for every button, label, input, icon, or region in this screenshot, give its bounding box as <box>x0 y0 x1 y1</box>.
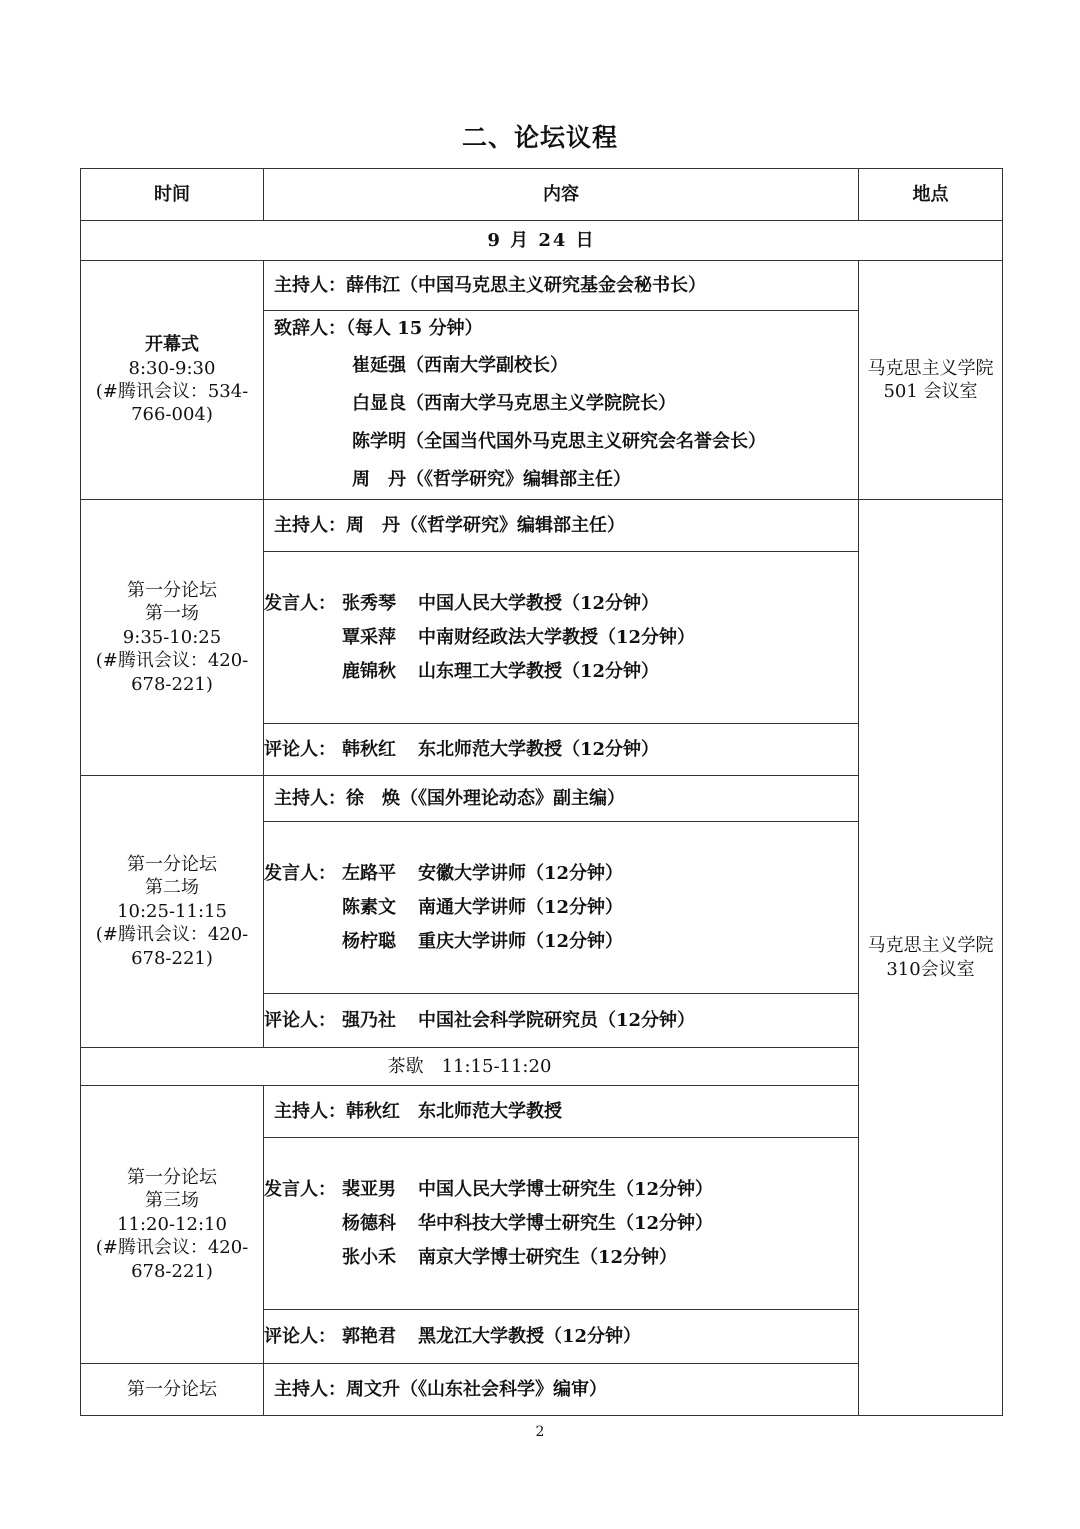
opening-host-row <box>81 261 1003 311</box>
session3-sub: 第三场 <box>145 1190 199 1212</box>
session1-time-range: 9:35-10:25 <box>122 626 222 648</box>
speaker-desc: 中南财经政法大学教授（12分钟） <box>418 626 696 648</box>
speaker-desc: 南京大学博士研究生（12分钟） <box>418 1246 678 1268</box>
opening-meeting-id-a: (#腾讯会议：534- <box>95 381 249 402</box>
session2-meeting-id-b: 678-221) <box>131 947 213 969</box>
session2-commentator <box>264 994 859 1048</box>
date-cell: 9 月 24 日 <box>81 221 1003 261</box>
speaker-name: 杨德科 <box>342 1212 396 1234</box>
opening-speeches <box>264 311 859 500</box>
speaker-label: 发言人： <box>264 592 336 614</box>
session4-name: 第一分论坛 <box>127 1378 217 1400</box>
venue2-b: 310会议室 <box>886 958 975 980</box>
session3-name: 第一分论坛 <box>127 1167 217 1189</box>
session1-host-row <box>81 500 1003 552</box>
session2-sub: 第二场 <box>145 877 199 899</box>
session3-speakers <box>264 1138 859 1310</box>
opening-time-cell <box>81 261 264 500</box>
commentator-label: 评论人： <box>264 738 336 760</box>
speaker-row <box>264 1241 858 1275</box>
session1-host: 主持人：周 丹（《哲学研究》编辑部主任） <box>264 500 859 552</box>
speaker-label: 发言人： <box>264 862 336 884</box>
speaker-desc: 华中科技大学博士研究生（12分钟） <box>418 1212 714 1234</box>
agenda-table <box>80 168 1003 1416</box>
speaker-row <box>264 587 858 621</box>
session1-commentator <box>264 724 859 776</box>
session4-time-cell <box>81 1364 264 1416</box>
session1-meeting-id-b: 678-221) <box>131 673 213 695</box>
speaker-row <box>264 1173 858 1207</box>
speech-item: 白显良（西南大学马克思主义学院院长） <box>352 393 676 414</box>
commentator-label: 评论人： <box>264 1325 336 1347</box>
speech-item: 陈学明（全国当代国外马克思主义研究会名誉会长） <box>352 431 766 452</box>
speaker-desc: 山东理工大学教授（12分钟） <box>418 660 660 682</box>
speaker-name: 左路平 <box>342 862 396 884</box>
speech-item: 周 丹（《哲学研究》编辑部主任） <box>352 469 631 490</box>
speaker-name: 覃采萍 <box>342 626 396 648</box>
venue2-a: 马克思主义学院 <box>867 935 994 957</box>
session1-speakers <box>264 552 859 724</box>
commentator-desc: 中国社会科学院研究员（12分钟） <box>418 1009 696 1031</box>
commentator-row <box>264 733 858 767</box>
session1-meeting-id-a: (#腾讯会议：420- <box>95 650 249 672</box>
speaker-name: 张小禾 <box>342 1246 396 1268</box>
speaker-row <box>264 621 858 655</box>
session2-time-range: 10:25-11:15 <box>117 900 227 922</box>
speaker-name: 鹿锦秋 <box>342 660 396 682</box>
speaker-name: 杨柠聪 <box>342 930 396 952</box>
session2-host: 主持人：徐 焕（《国外理论动态》副主编） <box>264 776 859 822</box>
commentator-row <box>264 1320 858 1354</box>
speaker-name: 陈素文 <box>342 896 396 918</box>
commentator-name: 郭艳君 <box>342 1325 396 1347</box>
speaker-row <box>264 655 858 689</box>
commentator-name: 强乃社 <box>342 1009 396 1031</box>
session2-time-cell <box>81 776 264 1048</box>
session1-name: 第一分论坛 <box>127 580 217 602</box>
session1-sub: 第一场 <box>145 603 199 625</box>
speaker-desc: 中国人民大学博士研究生（12分钟） <box>418 1178 714 1200</box>
opening-host: 主持人：薛伟江（中国马克思主义研究基金会秘书长） <box>264 261 859 311</box>
commentator-desc: 东北师范大学教授（12分钟） <box>418 738 660 760</box>
header-row <box>81 169 1003 221</box>
speaker-row <box>264 925 858 959</box>
date-row <box>81 221 1003 261</box>
opening-venue-cell <box>859 261 1003 500</box>
venue2-cell <box>859 500 1003 1416</box>
speaker-label: 发言人： <box>264 1178 336 1200</box>
page-title: 二、论坛议程 <box>461 123 618 152</box>
opening-venue-b: 501 会议室 <box>883 381 978 402</box>
session2-speakers <box>264 822 859 994</box>
session3-meeting-id-b: 678-221) <box>131 1260 213 1282</box>
speaker-desc: 重庆大学讲师（12分钟） <box>418 930 624 952</box>
tea-break: 茶歇 11:15-11:20 <box>81 1048 859 1086</box>
commentator-label: 评论人： <box>264 1009 336 1031</box>
opening-title: 开幕式 <box>145 334 199 356</box>
speaker-desc: 中国人民大学教授（12分钟） <box>418 592 660 614</box>
page-number: 2 <box>535 1424 545 1440</box>
session1-time-cell <box>81 500 264 776</box>
header-venue: 地点 <box>859 169 1003 221</box>
commentator-row <box>264 1004 858 1038</box>
commentator-desc: 黑龙江大学教授（12分钟） <box>418 1325 642 1347</box>
opening-time-range: 8:30-9:30 <box>128 357 216 379</box>
session3-time-cell <box>81 1086 264 1364</box>
speech-item: 崔延强（西南大学副校长） <box>352 355 568 376</box>
session3-host: 主持人：韩秋红 东北师范大学教授 <box>264 1086 859 1138</box>
speaker-row <box>264 857 858 891</box>
header-time: 时间 <box>81 169 264 221</box>
session2-name: 第一分论坛 <box>127 854 217 876</box>
session4-host: 主持人：周文升（《山东社会科学》编审） <box>264 1364 859 1416</box>
session2-meeting-id-a: (#腾讯会议：420- <box>95 924 249 946</box>
speaker-row <box>264 1207 858 1241</box>
speaker-name: 张秀琴 <box>342 592 396 614</box>
speech-label: 致辞人：（每人 15 分钟） <box>274 318 483 339</box>
session3-commentator <box>264 1310 859 1364</box>
opening-venue-a: 马克思主义学院 <box>867 357 994 379</box>
speaker-name: 裴亚男 <box>342 1178 396 1200</box>
header-content: 内容 <box>264 169 859 221</box>
speaker-desc: 南通大学讲师（12分钟） <box>418 896 624 918</box>
commentator-name: 韩秋红 <box>342 738 396 760</box>
speaker-row <box>264 891 858 925</box>
session3-time-range: 11:20-12:10 <box>117 1213 227 1235</box>
opening-meeting-id-b: 766-004) <box>131 404 213 426</box>
speaker-desc: 安徽大学讲师（12分钟） <box>418 862 624 884</box>
session3-meeting-id-a: (#腾讯会议：420- <box>95 1237 249 1259</box>
